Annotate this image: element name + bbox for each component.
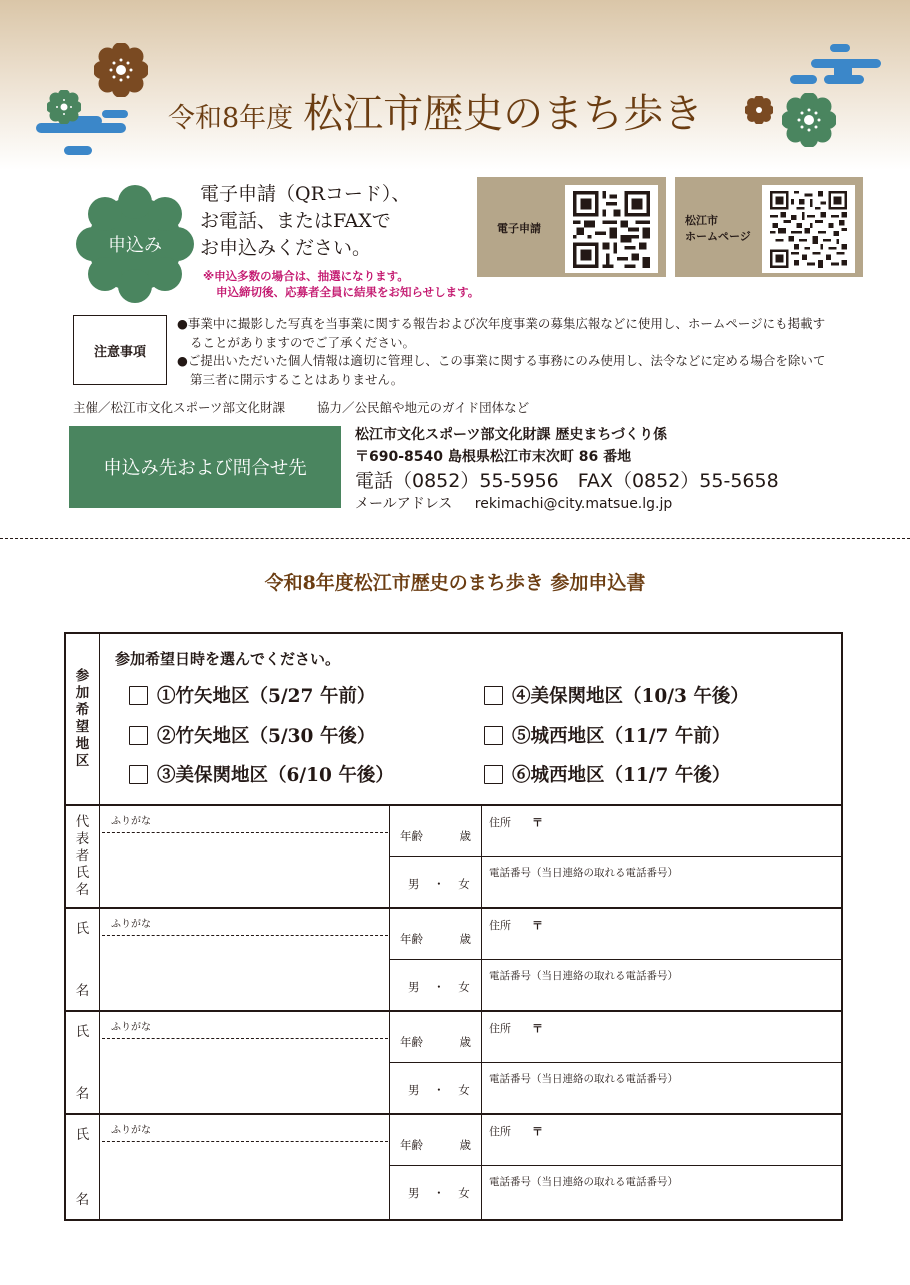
- address-phone-cell: [482, 1012, 841, 1113]
- checkbox[interactable]: [484, 765, 503, 784]
- flower-icon: [94, 43, 148, 97]
- apply-line: お申込みください。: [200, 237, 372, 259]
- qr-online-application[interactable]: [477, 177, 666, 277]
- header-banner: [0, 0, 910, 170]
- notice-item: ●ご提出いただいた個人情報は適切に管理し、この事業に関する事務にのみ使用し、法令などに定める場合を除いて第三者に開示することはありません。: [177, 353, 826, 387]
- notice-item: ●事業中に撮影した写真を当事業に関する報告および次年度事業の募集広報などに使用し、ホームページにも掲載することがありますのでご了承ください。: [177, 316, 826, 350]
- choice-label: ④美保関地区（10/3 午後）: [512, 686, 749, 707]
- address-phone-cell: [482, 909, 841, 1010]
- apply-line: お電話、またはFAXで: [200, 210, 391, 232]
- contact-heading: 申込み先および問合せ先: [69, 426, 341, 508]
- name-label: [66, 1012, 100, 1113]
- label-char: 参: [75, 668, 90, 684]
- address-input[interactable]: [482, 806, 841, 857]
- furigana-label: ふりがな: [111, 816, 151, 827]
- name-input[interactable]: [100, 806, 390, 907]
- checkbox[interactable]: [129, 726, 148, 745]
- contact-phone-fax: 電話（0852）55-5956 FAX（0852）55-5658: [355, 470, 779, 492]
- name-input[interactable]: [100, 909, 390, 1010]
- qr-label: [685, 213, 751, 245]
- furigana-divider: [102, 1038, 388, 1039]
- choice-5[interactable]: [484, 722, 730, 748]
- furigana-label: ふりがな: [111, 1125, 151, 1136]
- phone-label: 電話番号（当日連絡の取れる電話番号）: [489, 1176, 678, 1188]
- apply-line: 電子申請（QRコード）、: [200, 183, 411, 205]
- participant-row: [66, 909, 841, 1012]
- label-char: 表: [75, 831, 90, 847]
- address-input[interactable]: [482, 1012, 841, 1063]
- postal-mark-icon: 〒: [532, 1125, 543, 1138]
- address-label: 住所: [489, 1125, 511, 1138]
- address-input[interactable]: [482, 1115, 841, 1166]
- label-char: 区: [75, 753, 90, 769]
- email-label: メールアドレス: [355, 496, 453, 512]
- name-label: [66, 1115, 100, 1219]
- label-char: 代: [75, 814, 90, 830]
- flower-icon: [782, 93, 836, 147]
- postal-mark-icon: 〒: [532, 816, 543, 829]
- name-input[interactable]: [100, 1012, 390, 1113]
- qr-label-line: 松江市: [685, 214, 718, 227]
- form-title: 令和8年度松江市歴史のまち歩き 参加申込書: [264, 572, 646, 594]
- application-form: [64, 632, 843, 1221]
- lottery-note: [203, 268, 479, 300]
- qr-label-line: ホームページ: [685, 230, 751, 243]
- choice-label: ②竹矢地区（5/30 午後）: [157, 726, 376, 747]
- checkbox[interactable]: [129, 686, 148, 705]
- sex-select[interactable]: [390, 1166, 481, 1216]
- sex-options: 男 ・ 女: [408, 1083, 470, 1097]
- contact-email-row: [355, 494, 779, 514]
- choice-label: ⑤城西地区（11/7 午前）: [512, 726, 731, 747]
- representative-row: [66, 806, 841, 909]
- label-char: 者: [75, 848, 90, 864]
- label-char: 望: [75, 719, 90, 735]
- age-unit: 歳: [459, 829, 471, 843]
- label-char: 氏: [75, 865, 90, 881]
- age-sex-cell: [390, 1115, 482, 1219]
- age-sex-cell: [390, 1012, 482, 1113]
- checkbox[interactable]: [484, 726, 503, 745]
- age-label: 年齢: [400, 1138, 423, 1152]
- checkbox[interactable]: [129, 765, 148, 784]
- cut-line-divider: [0, 538, 910, 539]
- label-char: 名: [75, 1086, 90, 1102]
- qr-code-icon[interactable]: [565, 185, 658, 273]
- sex-options: 男 ・ 女: [408, 1186, 470, 1200]
- phone-input[interactable]: [482, 960, 841, 1010]
- age-unit: 歳: [459, 932, 471, 946]
- sex-select[interactable]: [390, 857, 481, 907]
- qr-city-homepage[interactable]: [675, 177, 863, 277]
- sex-select[interactable]: [390, 960, 481, 1010]
- area-selection-section: [66, 634, 841, 806]
- postal-mark-icon: 〒: [532, 919, 543, 932]
- contact-address: 〒690-8540 島根県松江市末次町 86 番地: [355, 449, 632, 465]
- apply-badge: [76, 185, 194, 303]
- sponsor-line: [73, 398, 557, 416]
- sex-select[interactable]: [390, 1063, 481, 1113]
- label-char: 地: [75, 736, 90, 752]
- name-input[interactable]: [100, 1115, 390, 1219]
- furigana-label: ふりがな: [111, 919, 151, 930]
- representative-label: [66, 806, 100, 907]
- age-label: 年齢: [400, 1035, 423, 1049]
- participant-row: [66, 1012, 841, 1115]
- address-label: 住所: [489, 1022, 511, 1035]
- label-char: 氏: [75, 1127, 90, 1143]
- checkbox[interactable]: [484, 686, 503, 705]
- age-unit: 歳: [459, 1138, 471, 1152]
- phone-label: 電話番号（当日連絡の取れる電話番号）: [489, 867, 678, 879]
- name-label: [66, 909, 100, 1010]
- label-char: 氏: [75, 921, 90, 937]
- title-year: 令和8年度: [168, 103, 294, 134]
- choice-6[interactable]: [484, 761, 730, 787]
- contact-info: [355, 424, 779, 514]
- apply-instructions: [200, 181, 410, 262]
- flower-icon: [47, 90, 81, 124]
- choice-1[interactable]: [129, 682, 375, 708]
- selection-prompt: 参加希望日時を選んでください。: [115, 650, 341, 668]
- notice-label-box: [73, 315, 167, 385]
- note-line: ※申込多数の場合は、抽選になります。: [203, 269, 409, 283]
- age-input[interactable]: [390, 909, 481, 960]
- sex-options: 男 ・ 女: [408, 980, 470, 994]
- phone-input[interactable]: [482, 1166, 841, 1216]
- postal-mark-icon: 〒: [532, 1022, 543, 1035]
- label-char: 氏: [75, 1024, 90, 1040]
- notice-label: 注意事項: [93, 344, 146, 360]
- participant-row: [66, 1115, 841, 1219]
- choice-label: ⑥城西地区（11/7 午後）: [512, 765, 731, 786]
- flower-icon: [745, 96, 773, 124]
- age-input[interactable]: [390, 806, 481, 857]
- contact-department: 松江市文化スポーツ部文化財課 歴史まちづくり係: [355, 427, 668, 443]
- cloud-stripes-icon: [790, 44, 885, 89]
- address-input[interactable]: [482, 909, 841, 960]
- address-label: 住所: [489, 816, 511, 829]
- phone-label: 電話番号（当日連絡の取れる電話番号）: [489, 1073, 678, 1085]
- choice-label: ③美保関地区（6/10 午後）: [157, 765, 394, 786]
- qr-label: 電子申請: [497, 222, 541, 235]
- sex-options: 男 ・ 女: [408, 877, 470, 891]
- age-sex-cell: [390, 909, 482, 1010]
- age-label: 年齢: [400, 829, 423, 843]
- furigana-divider: [102, 935, 388, 936]
- apply-badge-label: 申込み: [108, 235, 162, 256]
- age-input[interactable]: [390, 1012, 481, 1063]
- label-char: 名: [75, 983, 90, 999]
- page-title: [168, 82, 704, 137]
- age-sex-cell: [390, 806, 482, 907]
- phone-input[interactable]: [482, 1063, 841, 1113]
- furigana-divider: [102, 832, 388, 833]
- label-char: 名: [75, 1192, 90, 1208]
- age-label: 年齢: [400, 932, 423, 946]
- notice-list: [177, 315, 837, 389]
- address-phone-cell: [482, 806, 841, 907]
- qr-code-icon[interactable]: [762, 185, 855, 273]
- cooperation-text: 協力／公民館や地元のガイド団体など: [317, 400, 530, 415]
- area-label: [66, 634, 100, 804]
- age-unit: 歳: [459, 1035, 471, 1049]
- choice-4[interactable]: [484, 682, 749, 708]
- label-char: 名: [75, 882, 90, 898]
- choice-3[interactable]: [129, 761, 394, 787]
- organizer-text: 主催／松江市文化スポーツ部文化財課: [73, 400, 286, 415]
- phone-input[interactable]: [482, 857, 841, 907]
- email-link[interactable]: rekimachi@city.matsue.lg.jp: [474, 496, 673, 512]
- note-line: 申込締切後、応募者全員に結果をお知らせします。: [216, 285, 480, 299]
- choice-2[interactable]: [129, 722, 375, 748]
- address-label: 住所: [489, 919, 511, 932]
- age-input[interactable]: [390, 1115, 481, 1166]
- phone-label: 電話番号（当日連絡の取れる電話番号）: [489, 970, 678, 982]
- label-char: 加: [75, 685, 90, 701]
- address-phone-cell: [482, 1115, 841, 1219]
- label-char: 希: [75, 702, 90, 718]
- furigana-divider: [102, 1141, 388, 1142]
- title-main: 松江市歴史のまち歩き: [303, 91, 704, 137]
- furigana-label: ふりがな: [111, 1022, 151, 1033]
- choice-label: ①竹矢地区（5/27 午前）: [157, 686, 376, 707]
